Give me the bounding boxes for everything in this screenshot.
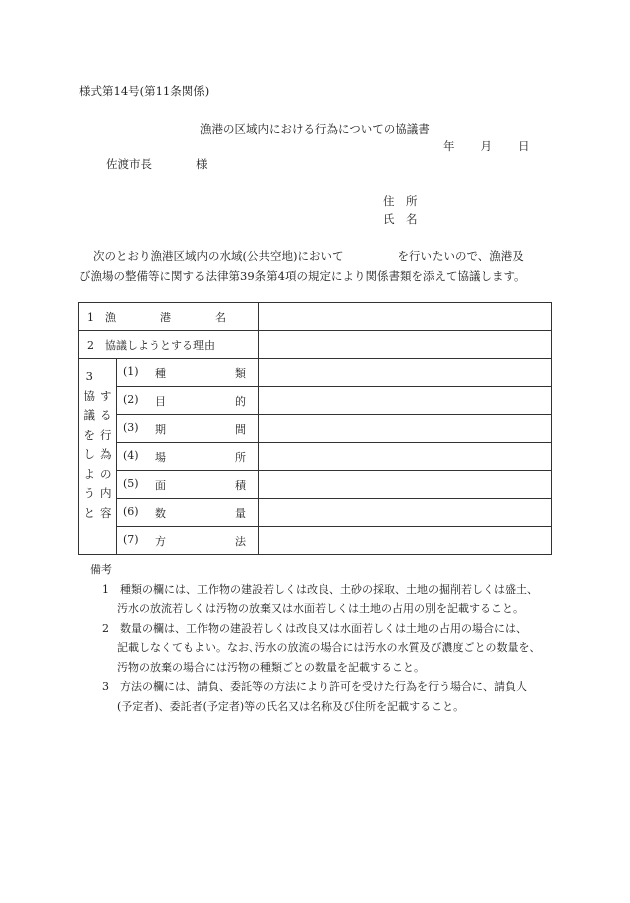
table-row [79,387,552,415]
name-label: 氏 名 [383,212,418,226]
form-table [78,302,552,555]
notes-heading: 備考 [90,563,112,576]
sub-label-type: (1) 種 類 [117,359,259,387]
addressee-honorific: 様 [196,157,208,171]
table-row [79,331,552,359]
sub-label-method: (7) 方 法 [117,527,259,555]
date-line [443,138,530,154]
table-row [79,471,552,499]
table-row [79,443,552,471]
notes-section [90,560,541,716]
body-line2: び漁場の整備等に関する法律第39条第4項の規定により関係書類を添えて協議します。 [79,269,526,283]
value-type[interactable] [259,359,552,387]
row-label-reason: 2 協議しようとする理由 [79,331,259,359]
body-line1-a: 次のとおり漁港区域内の水域(公共空地)において [93,249,344,263]
table-row [79,499,552,527]
sub-label-period: (3) 期 間 [117,415,259,443]
sub-label-area: (5) 面 積 [117,471,259,499]
date-year: 年 [443,139,455,153]
note-item: 3 方法の欄には、請負、委託等の方法により許可を受けた行為を行う場合に、請負人 [102,680,527,693]
sub-label-quantity: (6) 数 量 [117,499,259,527]
value-quantity[interactable] [259,499,552,527]
row-value-port-name[interactable] [259,303,552,331]
address-label: 住 所 [383,194,418,208]
group-label-activity [79,359,117,555]
row-label-port-name: 1 漁 港 名 [79,303,259,331]
table-row [79,303,552,331]
group-label-col1: 3 協 議 を し よ う と [83,369,95,520]
form-number: 様式第14号(第11条関係) [79,84,210,98]
table-row [79,527,552,555]
body-line1-b: を行いたいので、漁港及 [397,249,524,263]
note-item: 1 種類の欄には、工作物の建設若しくは改良、土砂の採取、土地の掘削若しくは盛土、 [102,582,538,596]
date-day: 日 [518,139,530,153]
value-period[interactable] [259,415,552,443]
sender-block [383,192,418,228]
group-label-col2: す る 行 為 の 内 容 [100,388,112,520]
value-purpose[interactable] [259,387,552,415]
table-row [79,415,552,443]
addressee-name: 佐渡市長 [106,157,152,171]
note-item: 2 数量の欄は、工作物の建設若しくは改良又は水面若しくは土地の占用の場合には、 [102,621,527,635]
document-title: 漁港の区域内における行為についての協議書 [200,122,430,136]
body-text [79,246,559,286]
note-item-continued: 記載しなくてもよい。なお､汚水の放流の場合には汚水の水質及び濃度ごとの数量を、 [117,641,541,654]
date-month: 月 [480,139,492,153]
note-item-continued: 汚水の放流若しくは汚物の放棄又は水面若しくは土地の占用の別を記載すること。 [117,602,524,615]
sub-label-purpose: (2) 目 的 [117,387,259,415]
row-value-reason[interactable] [259,331,552,359]
note-item-continued: 汚物の放棄の場合には汚物の種類ごとの数量を記載すること。 [117,660,425,674]
table-row [79,359,552,387]
sub-label-location: (4) 場 所 [117,443,259,471]
note-item-continued: (予定者)、委託者(予定者)等の氏名又は名称及び住所を記載すること。 [117,699,465,713]
value-location[interactable] [259,443,552,471]
value-area[interactable] [259,471,552,499]
value-method[interactable] [259,527,552,555]
